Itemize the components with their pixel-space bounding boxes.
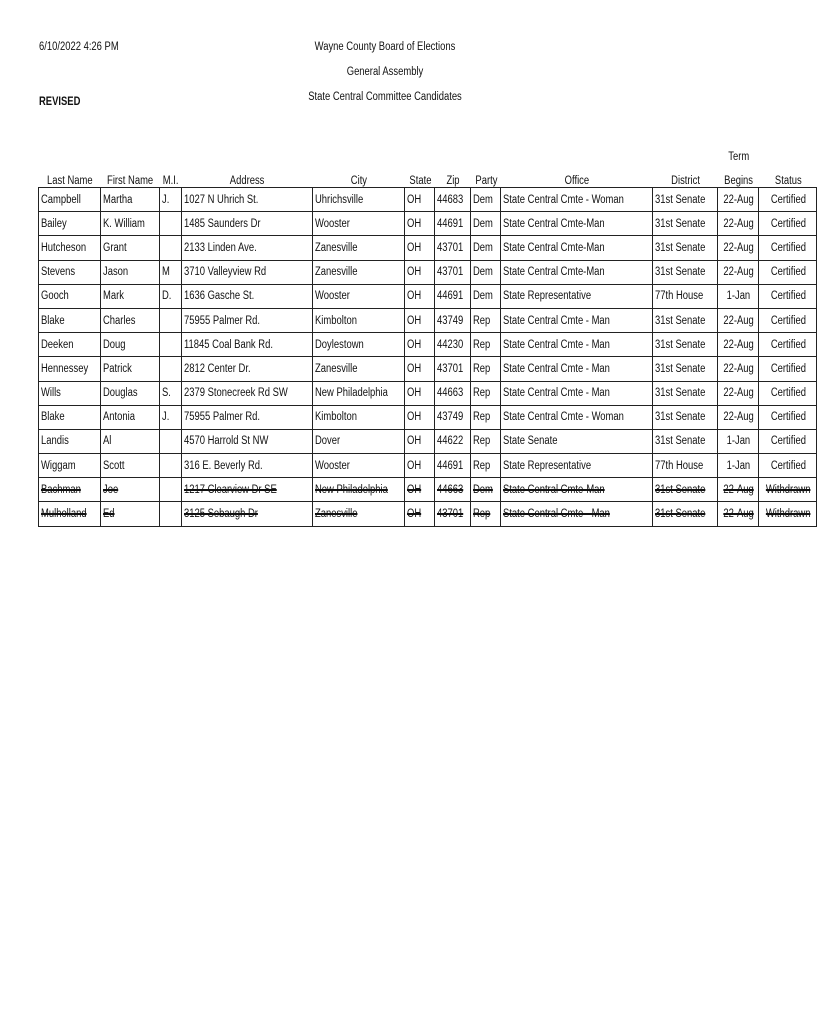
cell-first-name: Martha — [100, 188, 159, 212]
cell-last-name: Bachman — [39, 478, 101, 502]
cell-term-begins: 22-Aug — [717, 308, 758, 332]
cell-office: State Central Cmte-Man — [501, 212, 652, 236]
cell-first-name: Scott — [100, 454, 159, 478]
column-header-city: City — [350, 175, 368, 187]
cell-middle-initial — [159, 429, 181, 453]
cell-middle-initial: J. — [159, 188, 181, 212]
cell-city: Uhrichsville — [312, 188, 405, 212]
cell-address: 3710 Valleyview Rd — [181, 260, 312, 284]
cell-city: Doylestown — [312, 333, 405, 357]
cell-state: OH — [405, 212, 435, 236]
cell-city: Kimbolton — [312, 405, 405, 429]
cell-zip: 44622 — [435, 429, 471, 453]
cell-district: 31st Senate — [652, 236, 717, 260]
cell-first-name: Antonia — [100, 405, 159, 429]
cell-status: Certified — [759, 333, 817, 357]
column-header-state: State — [409, 175, 432, 187]
table-row — [39, 308, 817, 332]
cell-district: 31st Senate — [652, 405, 717, 429]
cell-city: Wooster — [312, 284, 405, 308]
cell-status: Certified — [759, 381, 817, 405]
cell-office: State Central Cmte - Woman — [501, 405, 652, 429]
cell-status: Certified — [759, 429, 817, 453]
cell-party: Dem — [471, 236, 501, 260]
cell-term-begins: 1-Jan — [717, 454, 758, 478]
cell-state: OH — [405, 502, 435, 526]
table-row — [39, 260, 817, 284]
cell-state: OH — [405, 381, 435, 405]
column-header-party: Party — [475, 175, 498, 187]
cell-last-name: Wiggam — [39, 454, 101, 478]
cell-zip: 44683 — [435, 188, 471, 212]
cell-office: State Central Cmte - Man — [501, 502, 652, 526]
cell-party: Rep — [471, 357, 501, 381]
report-title-line-3: State Central Committee Candidates — [308, 91, 462, 103]
cell-district: 31st Senate — [652, 478, 717, 502]
column-header-first-name: First Name — [107, 175, 154, 187]
cell-city: Dover — [312, 429, 405, 453]
cell-party: Dem — [471, 212, 501, 236]
cell-last-name: Campbell — [39, 188, 101, 212]
candidates-table — [38, 141, 817, 527]
cell-middle-initial: S. — [159, 381, 181, 405]
cell-district: 31st Senate — [652, 308, 717, 332]
table-row — [39, 478, 817, 502]
cell-middle-initial: J. — [159, 405, 181, 429]
cell-party: Dem — [471, 188, 501, 212]
cell-first-name: Al — [100, 429, 159, 453]
cell-last-name: Gooch — [39, 284, 101, 308]
cell-office: State Senate — [501, 429, 652, 453]
cell-party: Rep — [471, 405, 501, 429]
column-header-office: Office — [564, 175, 590, 187]
cell-state: OH — [405, 429, 435, 453]
cell-address: 1485 Saunders Dr — [181, 212, 312, 236]
cell-party: Rep — [471, 333, 501, 357]
cell-address: 3125 Sebaugh Dr — [181, 502, 312, 526]
cell-city: Zanesville — [312, 502, 405, 526]
cell-state: OH — [405, 405, 435, 429]
cell-office: State Central Cmte-Man — [501, 236, 652, 260]
cell-office: State Central Cmte - Man — [501, 381, 652, 405]
cell-status: Withdrawn — [759, 502, 817, 526]
table-row — [39, 502, 817, 526]
cell-office: State Central Cmte-Man — [501, 260, 652, 284]
cell-state: OH — [405, 284, 435, 308]
table-row — [39, 188, 817, 212]
cell-district: 31st Senate — [652, 333, 717, 357]
cell-address: 11845 Coal Bank Rd. — [181, 333, 312, 357]
cell-office: State Central Cmte - Woman — [501, 188, 652, 212]
cell-address: 1027 N Uhrich St. — [181, 188, 312, 212]
revised-label: REVISED — [39, 96, 81, 108]
cell-status: Certified — [759, 454, 817, 478]
cell-address: 75955 Palmer Rd. — [181, 405, 312, 429]
cell-last-name: Blake — [39, 308, 101, 332]
cell-city: New Philadelphia — [312, 478, 405, 502]
cell-party: Rep — [471, 308, 501, 332]
cell-first-name: Grant — [100, 236, 159, 260]
cell-status: Certified — [759, 212, 817, 236]
cell-middle-initial — [159, 212, 181, 236]
cell-district: 31st Senate — [652, 260, 717, 284]
table-row — [39, 405, 817, 429]
cell-zip: 43701 — [435, 502, 471, 526]
cell-middle-initial — [159, 502, 181, 526]
cell-address: 2379 Stonecreek Rd SW — [181, 381, 312, 405]
cell-term-begins: 22-Aug — [717, 357, 758, 381]
column-header-term-begins: Begins — [724, 175, 753, 187]
table-row — [39, 333, 817, 357]
table-row — [39, 212, 817, 236]
cell-office: State Central Cmte-Man — [501, 478, 652, 502]
cell-term-begins: 22-Aug — [717, 236, 758, 260]
cell-district: 31st Senate — [652, 357, 717, 381]
cell-term-begins: 22-Aug — [717, 502, 758, 526]
cell-middle-initial — [159, 478, 181, 502]
cell-address: 4570 Harrold St NW — [181, 429, 312, 453]
cell-office: State Central Cmte - Man — [501, 333, 652, 357]
cell-last-name: Landis — [39, 429, 101, 453]
cell-state: OH — [405, 454, 435, 478]
cell-last-name: Bailey — [39, 212, 101, 236]
cell-status: Certified — [759, 357, 817, 381]
column-header-middle-initial: M.I. — [163, 175, 179, 187]
cell-last-name: Stevens — [39, 260, 101, 284]
cell-party: Dem — [471, 284, 501, 308]
cell-address: 1636 Gasche St. — [181, 284, 312, 308]
cell-address: 2812 Center Dr. — [181, 357, 312, 381]
cell-last-name: Hennessey — [39, 357, 101, 381]
cell-state: OH — [405, 188, 435, 212]
cell-status: Withdrawn — [759, 478, 817, 502]
cell-party: Rep — [471, 381, 501, 405]
cell-party: Rep — [471, 502, 501, 526]
cell-state: OH — [405, 236, 435, 260]
cell-zip: 44663 — [435, 381, 471, 405]
cell-first-name: Charles — [100, 308, 159, 332]
table-row — [39, 284, 817, 308]
cell-party: Rep — [471, 454, 501, 478]
cell-district: 77th House — [652, 284, 717, 308]
cell-first-name: Doug — [100, 333, 159, 357]
cell-city: Wooster — [312, 212, 405, 236]
cell-city: Zanesville — [312, 236, 405, 260]
table-header-row-top — [39, 141, 817, 163]
cell-middle-initial: D. — [159, 284, 181, 308]
cell-district: 31st Senate — [652, 212, 717, 236]
cell-zip: 43749 — [435, 405, 471, 429]
cell-address: 1217 Clearview Dr SE — [181, 478, 312, 502]
cell-zip: 43701 — [435, 357, 471, 381]
cell-address: 2133 Linden Ave. — [181, 236, 312, 260]
column-header-district: District — [670, 175, 700, 187]
cell-address: 75955 Palmer Rd. — [181, 308, 312, 332]
cell-term-begins: 22-Aug — [717, 188, 758, 212]
cell-state: OH — [405, 478, 435, 502]
column-header-address: Address — [229, 175, 265, 187]
cell-zip: 43701 — [435, 260, 471, 284]
cell-district: 31st Senate — [652, 381, 717, 405]
cell-city: Zanesville — [312, 260, 405, 284]
column-header-status: Status — [774, 175, 802, 187]
table-row — [39, 357, 817, 381]
table-row — [39, 454, 817, 478]
cell-district: 31st Senate — [652, 502, 717, 526]
cell-status: Certified — [759, 260, 817, 284]
cell-first-name: Jason — [100, 260, 159, 284]
cell-term-begins: 22-Aug — [717, 260, 758, 284]
cell-state: OH — [405, 260, 435, 284]
cell-party: Dem — [471, 478, 501, 502]
cell-middle-initial — [159, 236, 181, 260]
cell-party: Rep — [471, 429, 501, 453]
cell-office: State Representative — [501, 284, 652, 308]
cell-city: Wooster — [312, 454, 405, 478]
cell-first-name: Douglas — [100, 381, 159, 405]
cell-city: Zanesville — [312, 357, 405, 381]
print-datetime: 6/10/2022 4:26 PM — [39, 41, 119, 53]
cell-middle-initial: M — [159, 260, 181, 284]
cell-first-name: K. William — [100, 212, 159, 236]
cell-term-begins: 22-Aug — [717, 478, 758, 502]
column-header-zip: Zip — [446, 175, 460, 187]
cell-middle-initial — [159, 454, 181, 478]
cell-district: 77th House — [652, 454, 717, 478]
cell-last-name: Mulholland — [39, 502, 101, 526]
cell-district: 31st Senate — [652, 188, 717, 212]
cell-district: 31st Senate — [652, 429, 717, 453]
cell-first-name: Patrick — [100, 357, 159, 381]
cell-zip: 44663 — [435, 478, 471, 502]
report-title-line-1: Wayne County Board of Elections — [314, 41, 456, 53]
table-row — [39, 236, 817, 260]
cell-first-name: Joe — [100, 478, 159, 502]
cell-party: Dem — [471, 260, 501, 284]
cell-office: State Representative — [501, 454, 652, 478]
cell-status: Certified — [759, 188, 817, 212]
cell-zip: 44691 — [435, 454, 471, 478]
cell-status: Certified — [759, 405, 817, 429]
cell-last-name: Hutcheson — [39, 236, 101, 260]
report-title-line-2: General Assembly — [346, 66, 424, 78]
cell-last-name: Wills — [39, 381, 101, 405]
table-row — [39, 429, 817, 453]
cell-zip: 44691 — [435, 212, 471, 236]
cell-status: Certified — [759, 308, 817, 332]
cell-zip: 43701 — [435, 236, 471, 260]
cell-last-name: Deeken — [39, 333, 101, 357]
cell-status: Certified — [759, 236, 817, 260]
cell-state: OH — [405, 308, 435, 332]
cell-city: Kimbolton — [312, 308, 405, 332]
cell-last-name: Blake — [39, 405, 101, 429]
cell-office: State Central Cmte - Man — [501, 357, 652, 381]
cell-zip: 43749 — [435, 308, 471, 332]
cell-zip: 44691 — [435, 284, 471, 308]
cell-state: OH — [405, 357, 435, 381]
cell-middle-initial — [159, 308, 181, 332]
cell-term-begins: 22-Aug — [717, 333, 758, 357]
cell-state: OH — [405, 333, 435, 357]
cell-term-begins: 1-Jan — [717, 429, 758, 453]
cell-term-begins: 1-Jan — [717, 284, 758, 308]
term-header: Term — [727, 151, 749, 163]
cell-first-name: Ed — [100, 502, 159, 526]
column-header-last-name: Last Name — [46, 175, 93, 187]
table-row — [39, 381, 817, 405]
cell-city: New Philadelphia — [312, 381, 405, 405]
cell-address: 316 E. Beverly Rd. — [181, 454, 312, 478]
cell-term-begins: 22-Aug — [717, 405, 758, 429]
cell-middle-initial — [159, 333, 181, 357]
cell-term-begins: 22-Aug — [717, 212, 758, 236]
table-header-row — [39, 163, 817, 188]
cell-first-name: Mark — [100, 284, 159, 308]
cell-status: Certified — [759, 284, 817, 308]
cell-zip: 44230 — [435, 333, 471, 357]
cell-office: State Central Cmte - Man — [501, 308, 652, 332]
candidates-table-body — [39, 188, 817, 527]
cell-term-begins: 22-Aug — [717, 381, 758, 405]
cell-middle-initial — [159, 357, 181, 381]
